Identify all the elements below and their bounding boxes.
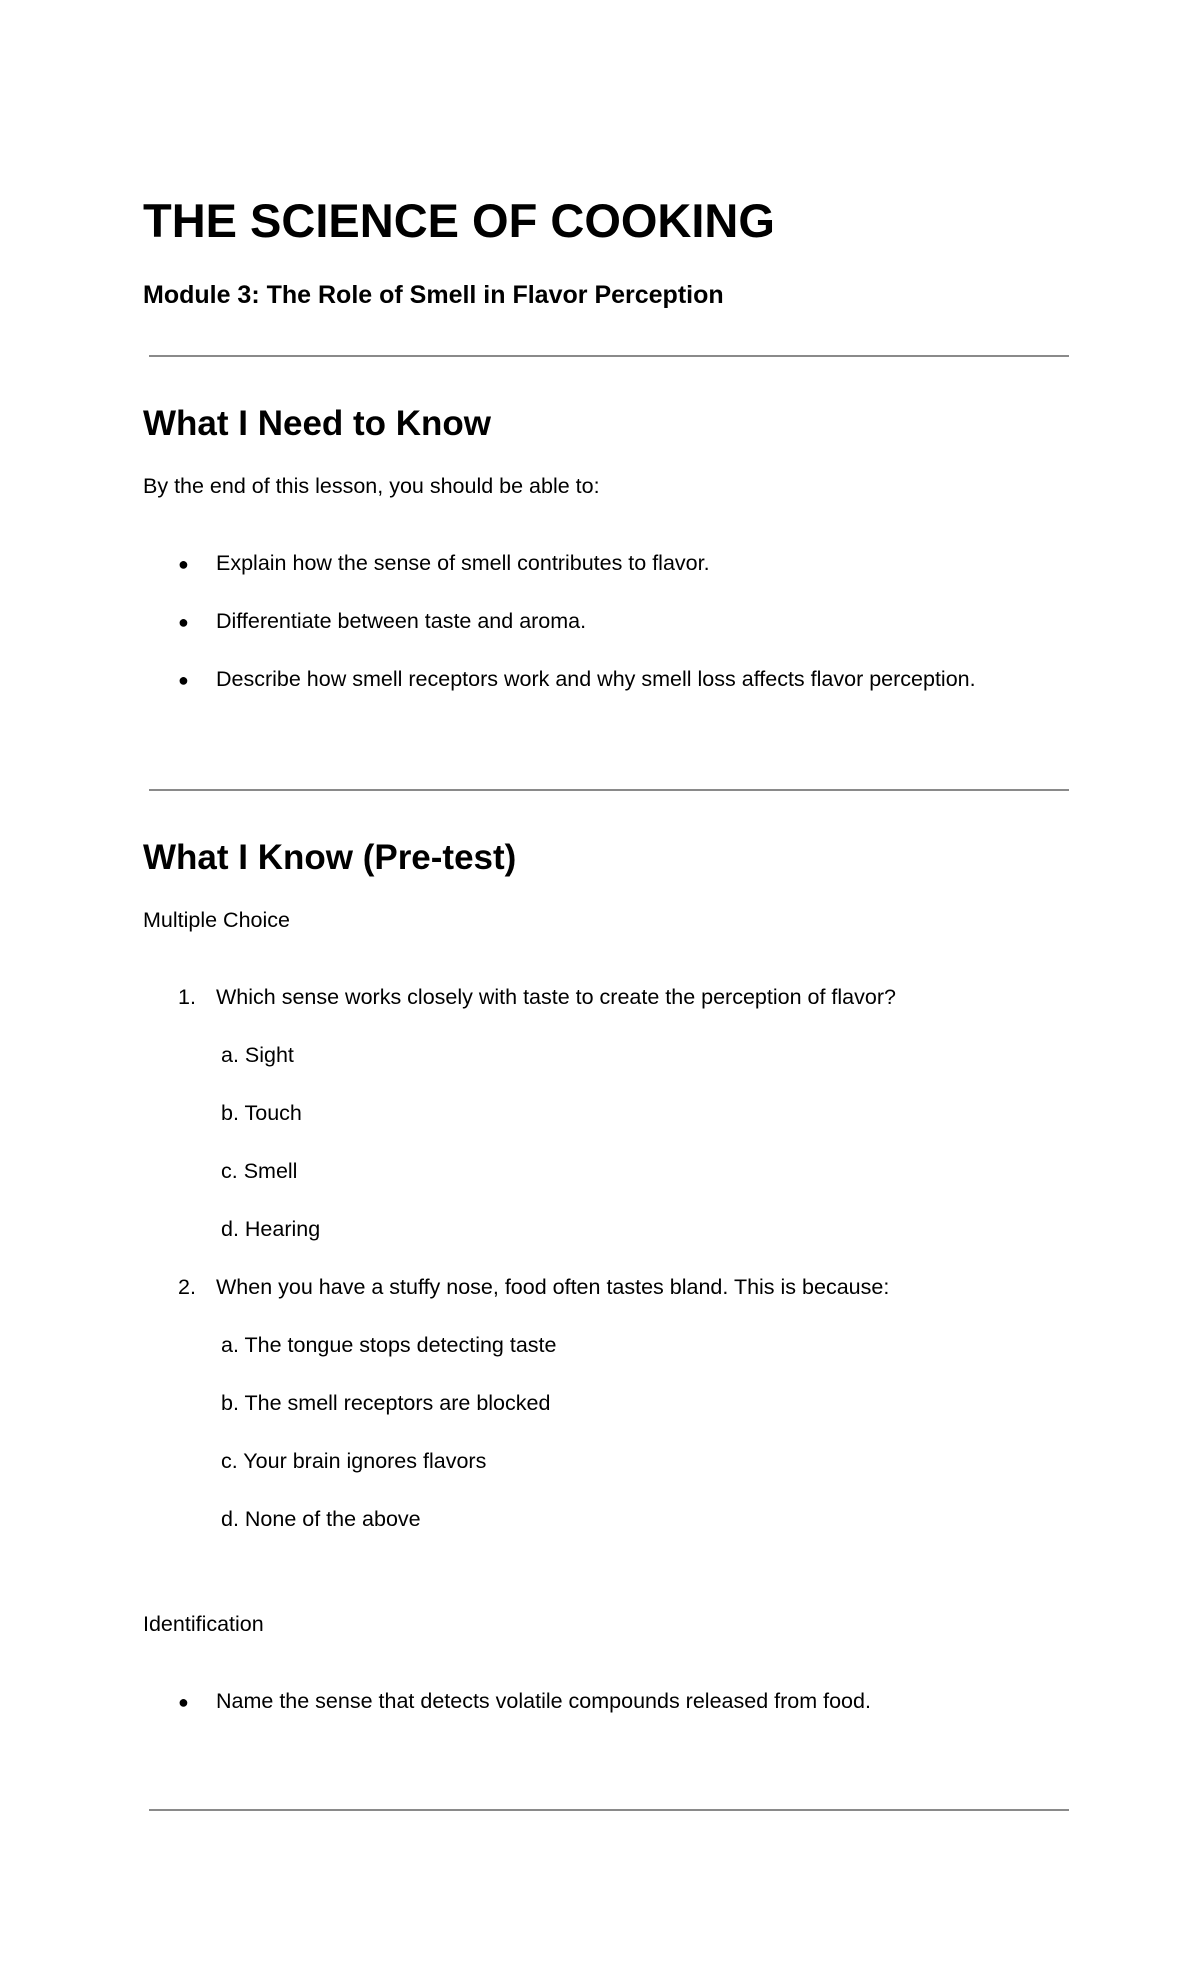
- question-text: When you have a stuffy nose, food often tastes bland. This is because:: [216, 1275, 890, 1299]
- document-title: THE SCIENCE OF COOKING: [143, 194, 775, 247]
- bullet-icon: ●: [178, 670, 189, 690]
- question-number: 1.: [178, 985, 196, 1009]
- identification-item-text: Name the sense that detects volatile compounds released from food.: [216, 1689, 871, 1713]
- objectives-intro: By the end of this lesson, you should be able to:: [143, 474, 600, 498]
- answer-choice: d. Hearing: [221, 1217, 321, 1241]
- answer-choice: a. Sight: [221, 1043, 294, 1067]
- answer-choice: b. Touch: [221, 1101, 302, 1125]
- divider: [149, 355, 1069, 357]
- answer-choice: c. Your brain ignores flavors: [221, 1449, 487, 1473]
- bullet-icon: ●: [178, 1692, 189, 1712]
- section-heading-pretest: What I Know (Pre-test): [143, 838, 517, 877]
- bullet-icon: ●: [178, 554, 189, 574]
- multiple-choice-label: Multiple Choice: [143, 908, 290, 932]
- objective-text: Differentiate between taste and aroma.: [216, 609, 587, 633]
- question-text: Which sense works closely with taste to create the perception of flavor?: [216, 985, 896, 1009]
- divider: [149, 1809, 1069, 1811]
- section-heading-need-to-know: What I Need to Know: [143, 404, 492, 443]
- answer-choice: d. None of the above: [221, 1507, 421, 1531]
- bullet-icon: ●: [178, 612, 189, 632]
- question-number: 2.: [178, 1275, 196, 1299]
- objective-text: Explain how the sense of smell contributes to flavor.: [216, 551, 710, 575]
- objective-text: Describe how smell receptors work and why smell loss affects flavor perception.: [216, 667, 976, 691]
- answer-choice: a. The tongue stops detecting taste: [221, 1333, 557, 1357]
- divider: [149, 789, 1069, 791]
- answer-choice: c. Smell: [221, 1159, 298, 1183]
- identification-label: Identification: [143, 1612, 264, 1636]
- module-subtitle: Module 3: The Role of Smell in Flavor Perception: [143, 281, 724, 309]
- answer-choice: b. The smell receptors are blocked: [221, 1391, 551, 1415]
